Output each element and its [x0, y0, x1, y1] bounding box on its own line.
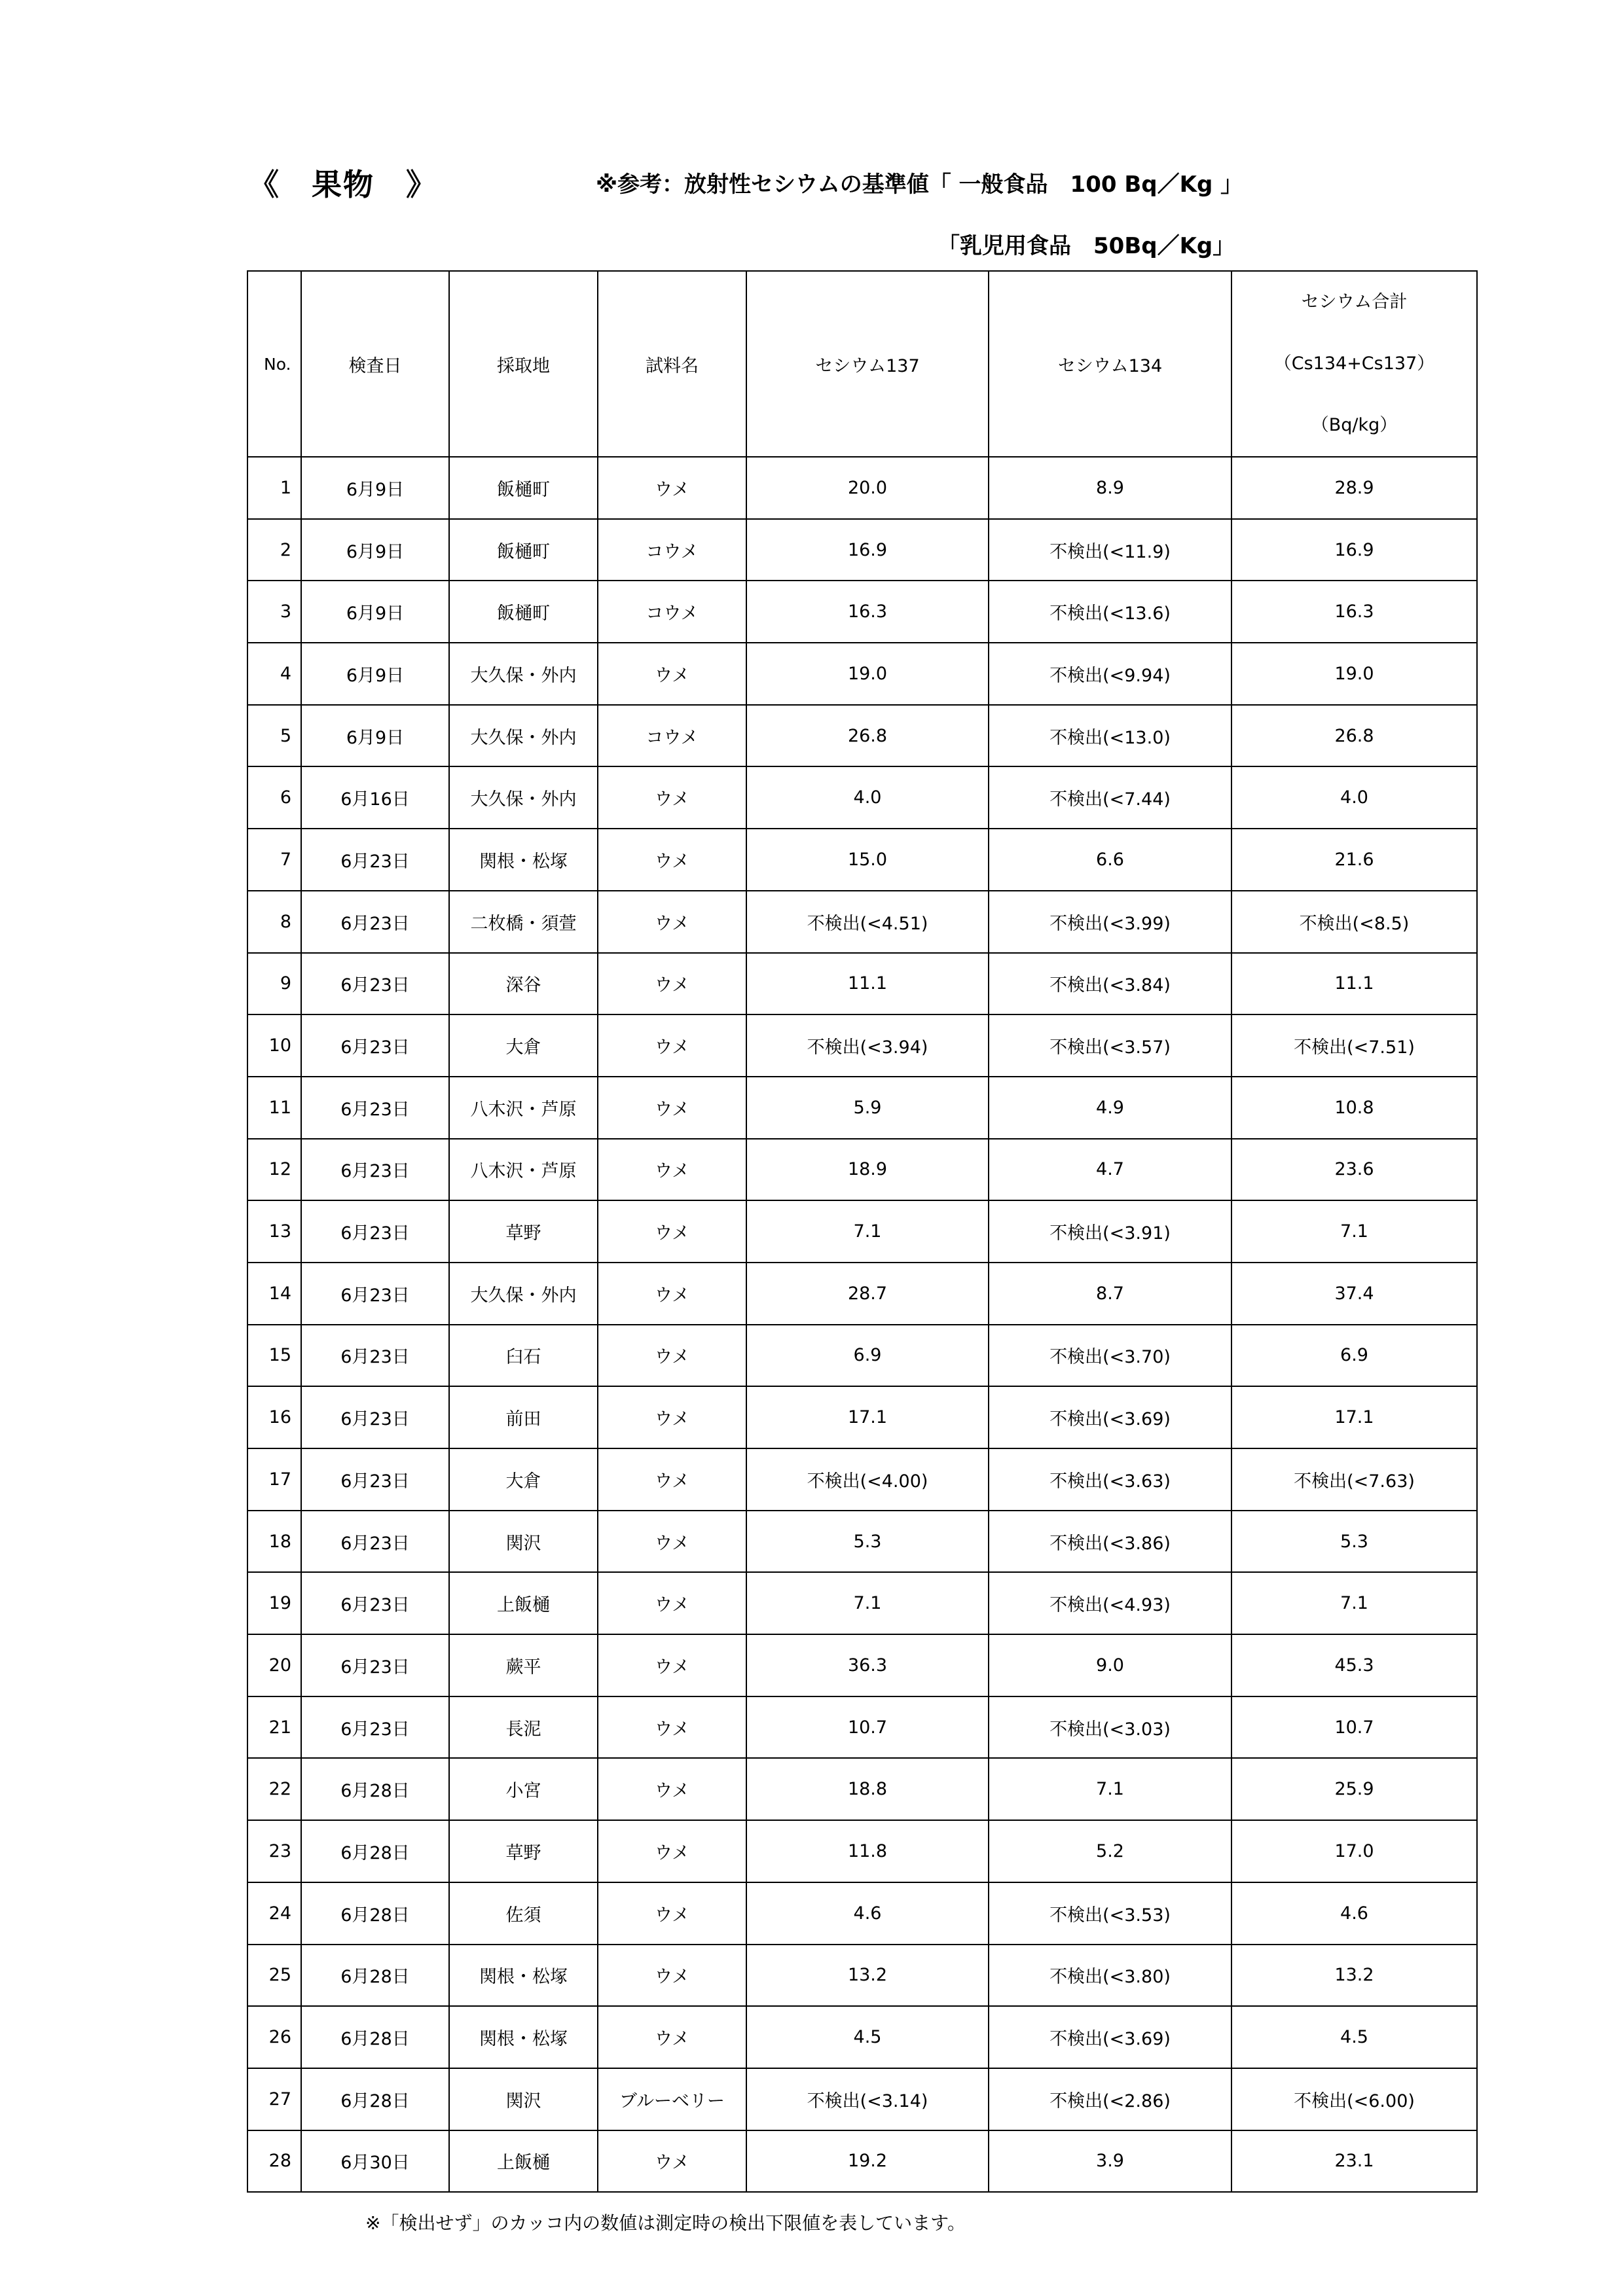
cell-date: 6月23日: [301, 1511, 449, 1573]
cell-sample: ウメ: [598, 1820, 746, 1882]
cell-location: 八木沢・芦原: [449, 1139, 598, 1201]
cell-sample: ウメ: [598, 1077, 746, 1139]
cell-cs137: 不検出(<3.94): [746, 1014, 989, 1077]
cell-sample: ウメ: [598, 766, 746, 829]
cell-cs137: 7.1: [746, 1572, 989, 1634]
cell-total: 不検出(<8.5): [1231, 891, 1477, 953]
cell-sample: ウメ: [598, 1139, 746, 1201]
cell-date: 6月28日: [301, 1820, 449, 1882]
cell-location: 長泥: [449, 1696, 598, 1759]
cell-cs137: 28.7: [746, 1263, 989, 1325]
cell-cs137: 19.0: [746, 643, 989, 705]
cell-location: 深谷: [449, 953, 598, 1015]
cell-location: 関根・松塚: [449, 829, 598, 891]
cell-total: 17.1: [1231, 1386, 1477, 1448]
cell-total: 26.8: [1231, 705, 1477, 767]
cell-total: 10.8: [1231, 1077, 1477, 1139]
cell-date: 6月23日: [301, 1263, 449, 1325]
table-row: [247, 1634, 1477, 1696]
cell-sample: ウメ: [598, 1200, 746, 1263]
cell-date: 6月23日: [301, 953, 449, 1015]
cell-cs134: 3.9: [989, 2130, 1231, 2193]
cell-location: 大久保・外内: [449, 643, 598, 705]
cell-no: 21: [247, 1696, 301, 1759]
cell-cs137: 4.5: [746, 2006, 989, 2068]
header-location: 採取地: [449, 271, 598, 457]
cell-cs137: 15.0: [746, 829, 989, 891]
cell-cs134: 不検出(<11.9): [989, 519, 1231, 581]
cell-date: 6月23日: [301, 1014, 449, 1077]
cell-cs137: 16.3: [746, 581, 989, 643]
cell-date: 6月23日: [301, 1200, 449, 1263]
header-sample: 試料名: [598, 271, 746, 457]
cell-sample: ウメ: [598, 2006, 746, 2068]
header-total: [1231, 271, 1477, 457]
cell-cs137: 13.2: [746, 1945, 989, 2007]
cell-location: 大倉: [449, 1448, 598, 1511]
cell-location: 飯樋町: [449, 457, 598, 519]
cell-total: 19.0: [1231, 643, 1477, 705]
cell-cs134: 不検出(<3.69): [989, 1386, 1231, 1448]
cell-total: 23.6: [1231, 1139, 1477, 1201]
table-row: [247, 643, 1477, 705]
cell-date: 6月23日: [301, 1386, 449, 1448]
cell-location: 関沢: [449, 1511, 598, 1573]
cell-cs134: 8.7: [989, 1263, 1231, 1325]
cell-date: 6月28日: [301, 2006, 449, 2068]
table-row: [247, 766, 1477, 829]
cell-cs137: 16.9: [746, 519, 989, 581]
table-row: [247, 1758, 1477, 1820]
cell-cs137: 10.7: [746, 1696, 989, 1759]
table-row: [247, 1077, 1477, 1139]
table-row: [247, 1945, 1477, 2007]
cell-sample: ウメ: [598, 829, 746, 891]
cell-date: 6月23日: [301, 829, 449, 891]
cell-cs137: 不検出(<4.00): [746, 1448, 989, 1511]
cell-cs137: 36.3: [746, 1634, 989, 1696]
cell-total: 不検出(<6.00): [1231, 2068, 1477, 2130]
cell-location: 前田: [449, 1386, 598, 1448]
cell-no: 19: [247, 1572, 301, 1634]
cell-no: 27: [247, 2068, 301, 2130]
table-row: [247, 1386, 1477, 1448]
cell-no: 3: [247, 581, 301, 643]
cell-total: 37.4: [1231, 1263, 1477, 1325]
cell-cs134: 不検出(<13.6): [989, 581, 1231, 643]
cell-location: 関根・松塚: [449, 1945, 598, 2007]
table-row: [247, 1325, 1477, 1387]
cell-cs134: 不検出(<2.86): [989, 2068, 1231, 2130]
page-title: 《 果物 》: [249, 167, 437, 202]
cell-location: 佐須: [449, 1882, 598, 1945]
cell-date: 6月9日: [301, 581, 449, 643]
cell-location: 上飯樋: [449, 2130, 598, 2193]
cell-location: 臼石: [449, 1325, 598, 1387]
cell-cs137: 4.0: [746, 766, 989, 829]
cell-sample: コウメ: [598, 519, 746, 581]
table-row: [247, 705, 1477, 767]
cell-date: 6月9日: [301, 519, 449, 581]
header-total-line1: セシウム合計: [1301, 292, 1408, 312]
cell-cs137: 5.9: [746, 1077, 989, 1139]
cell-total: 21.6: [1231, 829, 1477, 891]
cell-sample: ウメ: [598, 1325, 746, 1387]
cell-cs134: 5.2: [989, 1820, 1231, 1882]
cesium-results-table: [247, 270, 1478, 2193]
cell-sample: ウメ: [598, 891, 746, 953]
cell-location: 大久保・外内: [449, 705, 598, 767]
cell-sample: ウメ: [598, 643, 746, 705]
cell-sample: ウメ: [598, 1511, 746, 1573]
cell-no: 24: [247, 1882, 301, 1945]
footnote: ※「検出せず」のカッコ内の数値は測定時の検出下限値を表しています。: [365, 2212, 966, 2234]
table-row: [247, 2130, 1477, 2193]
cell-location: 大久保・外内: [449, 1263, 598, 1325]
cell-sample: コウメ: [598, 705, 746, 767]
cell-no: 2: [247, 519, 301, 581]
table-row: [247, 891, 1477, 953]
cell-total: 不検出(<7.63): [1231, 1448, 1477, 1511]
cell-location: 草野: [449, 1200, 598, 1263]
cell-cs134: 不検出(<3.80): [989, 1945, 1231, 2007]
cell-cs134: 不検出(<3.57): [989, 1014, 1231, 1077]
cell-cs134: 不検出(<3.69): [989, 2006, 1231, 2068]
table-row: [247, 1882, 1477, 1945]
cell-no: 20: [247, 1634, 301, 1696]
cell-cs137: 7.1: [746, 1200, 989, 1263]
table-row: [247, 953, 1477, 1015]
cell-no: 15: [247, 1325, 301, 1387]
cell-cs134: 不検出(<3.53): [989, 1882, 1231, 1945]
cell-no: 11: [247, 1077, 301, 1139]
cell-cs134: 不検出(<9.94): [989, 643, 1231, 705]
cell-total: 4.0: [1231, 766, 1477, 829]
cell-cs137: 26.8: [746, 705, 989, 767]
cell-cs134: 不検出(<3.99): [989, 891, 1231, 953]
table-row: [247, 1014, 1477, 1077]
cell-no: 22: [247, 1758, 301, 1820]
cell-sample: ウメ: [598, 1572, 746, 1634]
cell-date: 6月23日: [301, 1077, 449, 1139]
table-row: [247, 457, 1477, 519]
cell-date: 6月23日: [301, 1139, 449, 1201]
cell-no: 17: [247, 1448, 301, 1511]
cell-date: 6月23日: [301, 1325, 449, 1387]
header-date: 検査日: [301, 271, 449, 457]
cell-location: 関沢: [449, 2068, 598, 2130]
cell-sample: ウメ: [598, 1882, 746, 1945]
cell-date: 6月28日: [301, 1945, 449, 2007]
cell-cs134: 4.9: [989, 1077, 1231, 1139]
cell-cs137: 17.1: [746, 1386, 989, 1448]
cell-cs137: 5.3: [746, 1511, 989, 1573]
table-row: [247, 519, 1477, 581]
cell-total: 7.1: [1231, 1200, 1477, 1263]
table-row: [247, 2068, 1477, 2130]
cell-sample: ウメ: [598, 1448, 746, 1511]
reference-standard-infant: 「乳児用食品 50Bq／Kg」: [938, 233, 1235, 259]
cell-total: 16.3: [1231, 581, 1477, 643]
cell-cs137: 4.6: [746, 1882, 989, 1945]
cell-sample: ブルーベリー: [598, 2068, 746, 2130]
cell-sample: コウメ: [598, 581, 746, 643]
cell-total: 16.9: [1231, 519, 1477, 581]
cell-date: 6月23日: [301, 891, 449, 953]
cell-date: 6月9日: [301, 457, 449, 519]
cell-cs137: 不検出(<3.14): [746, 2068, 989, 2130]
table-header-row: [247, 271, 1477, 457]
cell-no: 23: [247, 1820, 301, 1882]
table-row: [247, 1448, 1477, 1511]
cell-no: 8: [247, 891, 301, 953]
table-row: [247, 1820, 1477, 1882]
cell-total: 25.9: [1231, 1758, 1477, 1820]
cell-sample: ウメ: [598, 1696, 746, 1759]
cell-cs134: 不検出(<3.91): [989, 1200, 1231, 1263]
cell-cs134: 不検出(<7.44): [989, 766, 1231, 829]
cell-sample: ウメ: [598, 1386, 746, 1448]
cell-cs134: 7.1: [989, 1758, 1231, 1820]
cell-no: 14: [247, 1263, 301, 1325]
header-total-line3: （Bq/kg）: [1311, 415, 1398, 435]
header-no: No.: [247, 271, 301, 457]
cell-cs134: 不検出(<3.84): [989, 953, 1231, 1015]
cell-sample: ウメ: [598, 1014, 746, 1077]
cell-no: 25: [247, 1945, 301, 2007]
cell-location: 上飯樋: [449, 1572, 598, 1634]
cell-sample: ウメ: [598, 953, 746, 1015]
cell-total: 11.1: [1231, 953, 1477, 1015]
cell-date: 6月28日: [301, 1758, 449, 1820]
cell-sample: ウメ: [598, 1758, 746, 1820]
cell-cs137: 11.8: [746, 1820, 989, 1882]
cell-location: 草野: [449, 1820, 598, 1882]
cell-date: 6月28日: [301, 2068, 449, 2130]
cell-cs134: 不検出(<4.93): [989, 1572, 1231, 1634]
cell-total: 10.7: [1231, 1696, 1477, 1759]
cell-location: 小宮: [449, 1758, 598, 1820]
table-row: [247, 1139, 1477, 1201]
cell-total: 5.3: [1231, 1511, 1477, 1573]
cell-location: 二枚橋・須萱: [449, 891, 598, 953]
cell-no: 16: [247, 1386, 301, 1448]
cell-cs134: 不検出(<13.0): [989, 705, 1231, 767]
cell-location: 関根・松塚: [449, 2006, 598, 2068]
header-cs137: セシウム137: [746, 271, 989, 457]
cell-date: 6月28日: [301, 1882, 449, 1945]
cell-no: 28: [247, 2130, 301, 2193]
cell-cs134: 4.7: [989, 1139, 1231, 1201]
cell-cs137: 不検出(<4.51): [746, 891, 989, 953]
cell-date: 6月30日: [301, 2130, 449, 2193]
reference-standard-general: ※参考：放射性セシウムの基準値「 一般食品 100 Bq／Kg 」: [596, 171, 1243, 198]
cell-cs137: 11.1: [746, 953, 989, 1015]
cell-no: 26: [247, 2006, 301, 2068]
cell-location: 大久保・外内: [449, 766, 598, 829]
cell-no: 18: [247, 1511, 301, 1573]
table-row: [247, 1200, 1477, 1263]
cell-date: 6月23日: [301, 1572, 449, 1634]
cell-location: 飯樋町: [449, 519, 598, 581]
table-row: [247, 1696, 1477, 1759]
cell-sample: ウメ: [598, 1634, 746, 1696]
cell-cs137: 18.9: [746, 1139, 989, 1201]
cell-total: 23.1: [1231, 2130, 1477, 2193]
cell-sample: ウメ: [598, 1945, 746, 2007]
cell-date: 6月9日: [301, 705, 449, 767]
table-row: [247, 1572, 1477, 1634]
cell-sample: ウメ: [598, 1263, 746, 1325]
header-total-line2: （Cs134+Cs137）: [1273, 353, 1435, 374]
cell-cs134: 不検出(<3.63): [989, 1448, 1231, 1511]
cell-cs137: 19.2: [746, 2130, 989, 2193]
table-row: [247, 1263, 1477, 1325]
cell-sample: ウメ: [598, 2130, 746, 2193]
table-row: [247, 2006, 1477, 2068]
cell-total: 17.0: [1231, 1820, 1477, 1882]
cell-sample: ウメ: [598, 457, 746, 519]
cell-cs137: 20.0: [746, 457, 989, 519]
cell-cs134: 8.9: [989, 457, 1231, 519]
table-row: [247, 829, 1477, 891]
cell-no: 6: [247, 766, 301, 829]
cell-no: 10: [247, 1014, 301, 1077]
table-row: [247, 1511, 1477, 1573]
cell-total: 不検出(<7.51): [1231, 1014, 1477, 1077]
cell-no: 4: [247, 643, 301, 705]
cell-date: 6月16日: [301, 766, 449, 829]
cell-total: 6.9: [1231, 1325, 1477, 1387]
cell-no: 13: [247, 1200, 301, 1263]
cell-cs134: 6.6: [989, 829, 1231, 891]
cell-cs137: 18.8: [746, 1758, 989, 1820]
cell-date: 6月9日: [301, 643, 449, 705]
cell-no: 7: [247, 829, 301, 891]
cell-total: 45.3: [1231, 1634, 1477, 1696]
cell-total: 7.1: [1231, 1572, 1477, 1634]
cell-location: 飯樋町: [449, 581, 598, 643]
cell-no: 9: [247, 953, 301, 1015]
cell-total: 13.2: [1231, 1945, 1477, 2007]
cell-date: 6月23日: [301, 1448, 449, 1511]
cell-location: 八木沢・芦原: [449, 1077, 598, 1139]
header-cs134: セシウム134: [989, 271, 1231, 457]
cell-date: 6月23日: [301, 1634, 449, 1696]
cell-date: 6月23日: [301, 1696, 449, 1759]
cell-location: 蕨平: [449, 1634, 598, 1696]
table-row: [247, 581, 1477, 643]
cell-total: 4.6: [1231, 1882, 1477, 1945]
cell-cs134: 不検出(<3.03): [989, 1696, 1231, 1759]
cell-total: 4.5: [1231, 2006, 1477, 2068]
cell-no: 5: [247, 705, 301, 767]
cell-location: 大倉: [449, 1014, 598, 1077]
cell-no: 12: [247, 1139, 301, 1201]
cell-cs134: 9.0: [989, 1634, 1231, 1696]
cell-cs134: 不検出(<3.70): [989, 1325, 1231, 1387]
cell-cs134: 不検出(<3.86): [989, 1511, 1231, 1573]
cell-cs137: 6.9: [746, 1325, 989, 1387]
cell-total: 28.9: [1231, 457, 1477, 519]
cell-no: 1: [247, 457, 301, 519]
